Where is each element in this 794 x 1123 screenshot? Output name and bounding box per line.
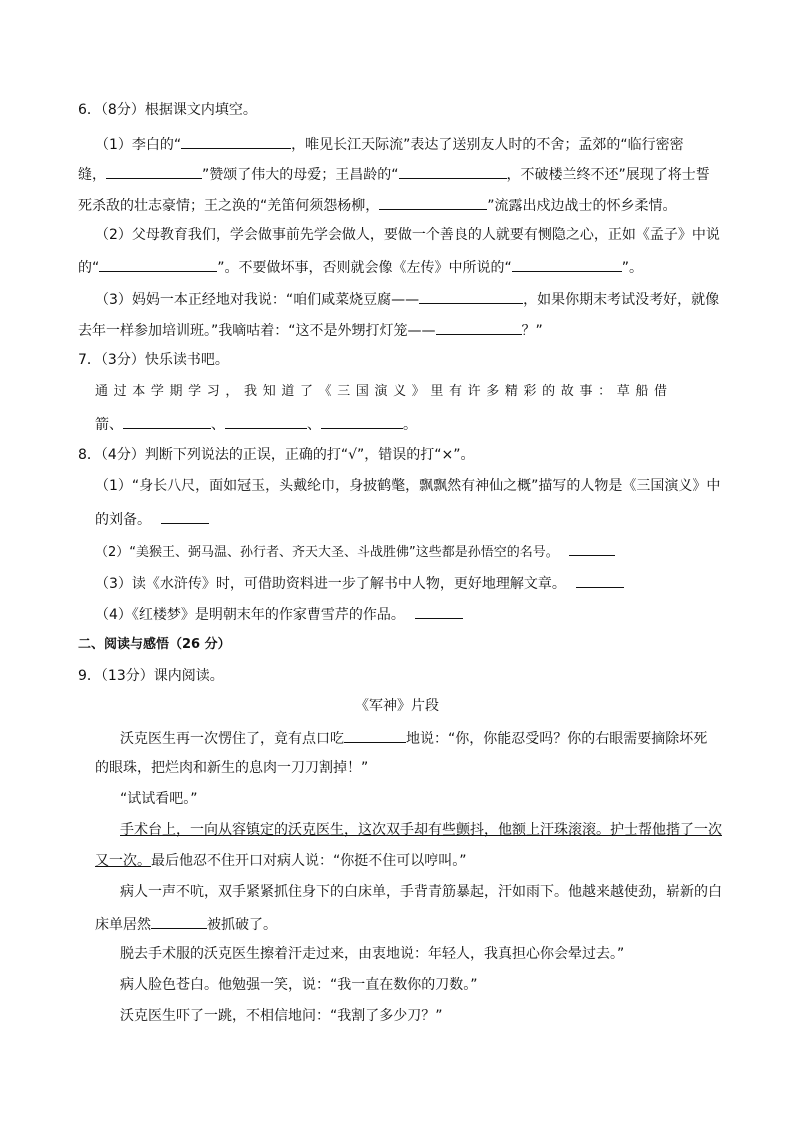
q6-line-3-text-a: 死杀敌的壮志豪情；王之涣的“羌笛何须怨杨柳，	[78, 198, 380, 214]
answer-blank[interactable]	[181, 134, 291, 149]
q6-line-2	[78, 164, 710, 184]
underlined-sentence: 手术台上，一向从容镇定的沃克医生，这次双手却有些颤抖，他额上汗珠滚滚。护士帮他揩了一次	[120, 822, 722, 838]
answer-blank[interactable]	[569, 541, 615, 556]
q6-line-3-text-b: ”流露出戍边战士的怀乡柔情。	[487, 198, 677, 214]
answer-blank[interactable]	[512, 257, 622, 272]
answer-blank[interactable]	[123, 414, 211, 429]
answer-blank[interactable]	[419, 289, 523, 304]
q6-line-7-text-b: ？”	[521, 323, 543, 339]
q7-sep-2: 、	[307, 417, 321, 433]
answer-blank[interactable]	[99, 257, 217, 272]
q6-line-2-text-b: ”赞颂了伟大的母爱；王昌龄的“	[202, 167, 399, 183]
q6-line-5-text-a: 的“	[78, 260, 100, 276]
passage-para-3-cont	[95, 852, 467, 870]
question-7-heading: 7．（3分）快乐读书吧。	[78, 352, 229, 368]
q8-item-1-cont	[95, 509, 209, 529]
q6-line-5	[78, 257, 643, 277]
q7-sep-3: 。	[403, 417, 417, 433]
passage-para-4-cont	[95, 914, 277, 934]
passage-para-4: 病人一声不吭，双手紧紧抓住身下的白床单，手背青筋暴起，汗如雨下。他越来越使劲，崭新的白	[120, 884, 722, 900]
answer-blank[interactable]	[151, 914, 207, 929]
passage-title: 《军神》片段	[355, 698, 439, 714]
q8-item-1: （1）“身长八尺，面如冠玉，头戴纶巾，身披鹤氅，飘飘然有神仙之概”描写的人物是《三国演义》中	[95, 478, 721, 494]
q6-line-1-text-b: ，唯见长江天际流”表达了送别友人时的不舍；孟郊的“临行密密	[291, 137, 684, 153]
underlined-sentence-end: 又一次。	[95, 853, 151, 869]
answer-blank[interactable]	[576, 573, 624, 588]
passage-para-3-rest: 最后他忍不住开口对病人说：“你挺不住可以哼叫。”	[151, 853, 467, 869]
answer-blank[interactable]	[225, 414, 307, 429]
passage-para-7: 沃克医生吓了一跳，不相信地问：“我割了多少刀？”	[120, 1008, 443, 1024]
q8-item-3	[95, 573, 624, 593]
q8-item-2-text: （2）“美猴王、弼马温、孙行者、齐天大圣、斗战胜佛”这些都是孙悟空的名号。	[95, 545, 559, 560]
q6-line-2-text-a: 缝，	[78, 167, 106, 183]
answer-blank[interactable]	[321, 414, 403, 429]
q6-line-4: （2）父母教育我们，学会做事前先学会做人，要做一个善良的人就要有恻隐之心，正如《孟子》中说	[95, 227, 720, 243]
answer-blank[interactable]	[415, 604, 463, 619]
passage-para-5: 脱去手术服的沃克医生擦着汗走过来，由衷地说：年轻人，我真担心你会晕过去。”	[120, 946, 625, 962]
answer-blank[interactable]	[344, 728, 406, 743]
passage-para-1	[120, 728, 707, 748]
passage-para-4-text-b: 被抓破了。	[207, 917, 277, 933]
q8-item-4-text: （4）《红楼梦》是明朝末年的作家曹雪芹的作品。	[95, 607, 405, 623]
answer-blank[interactable]	[379, 195, 487, 210]
passage-para-6: 病人脸色苍白。他勉强一笑，说：“我一直在数你的刀数。”	[120, 977, 478, 993]
q6-line-1-text-a: （1）李白的“	[95, 137, 182, 153]
q8-item-3-text: （3）读《水浒传》时，可借助资料进一步了解书中人物，更好地理解文章。	[95, 576, 566, 592]
q6-line-6-text-b: ，如果你期末考试没考好，就像	[523, 292, 720, 308]
passage-para-1-cont: 的眼珠，把烂肉和新生的息肉一刀刀割掉！”	[95, 760, 369, 776]
q6-line-6-text-a: （3）妈妈一本正经地对我说：“咱们咸菜烧豆腐——	[95, 292, 420, 308]
q8-item-1-cont-text: 的刘备。	[95, 512, 151, 528]
q8-item-4	[95, 604, 463, 624]
answer-blank[interactable]	[436, 320, 522, 335]
q7-sep-1: 、	[211, 417, 225, 433]
q6-line-3	[78, 195, 677, 215]
q6-line-5-text-b: ”。不要做坏事，否则就会像《左传》中所说的“	[217, 260, 512, 276]
question-9-heading: 9．（13分）课内阅读。	[78, 668, 224, 684]
q6-line-1	[95, 134, 684, 154]
q6-line-5-text-c: ”。	[621, 260, 644, 276]
answer-blank[interactable]	[161, 509, 209, 524]
question-6-heading: 6．（8分）根据课文内填空。	[78, 102, 257, 118]
q6-line-7	[78, 320, 543, 340]
passage-para-1-text-b: 地说：“你，你能忍受吗？你的右眼需要摘除坏死	[406, 731, 708, 747]
answer-blank[interactable]	[106, 164, 202, 179]
q8-item-2	[95, 541, 615, 562]
question-8-heading: 8．（4分）判断下列说法的正误，正确的打“√”，错误的打“×”。	[78, 447, 475, 463]
passage-para-4-text-a: 床单居然	[95, 917, 151, 933]
section-2-heading: 二、阅读与感悟（26 分）	[78, 637, 231, 652]
answer-blank[interactable]	[399, 164, 507, 179]
q6-line-7-text-a: 去年一样参加培训班。”我嘀咕着：“这不是外甥打灯笼——	[78, 323, 436, 339]
q7-line-2-text-a: 箭、	[95, 417, 123, 433]
q6-line-2-text-c: ，不破楼兰终不还”展现了将士誓	[506, 167, 710, 183]
passage-para-1-text-a: 沃克医生再一次愣住了，竟有点口吃	[120, 731, 344, 747]
passage-para-2: “试试看吧。”	[120, 791, 198, 807]
q7-line-1: 通 过 本 学 期 学 习 ， 我 知 道 了 《 三 国 演 义 》 里 有 许 多 精 彩 的 故 事 ： 草 船 借	[95, 384, 668, 399]
q7-line-2	[95, 414, 417, 434]
q6-line-6	[95, 289, 719, 309]
